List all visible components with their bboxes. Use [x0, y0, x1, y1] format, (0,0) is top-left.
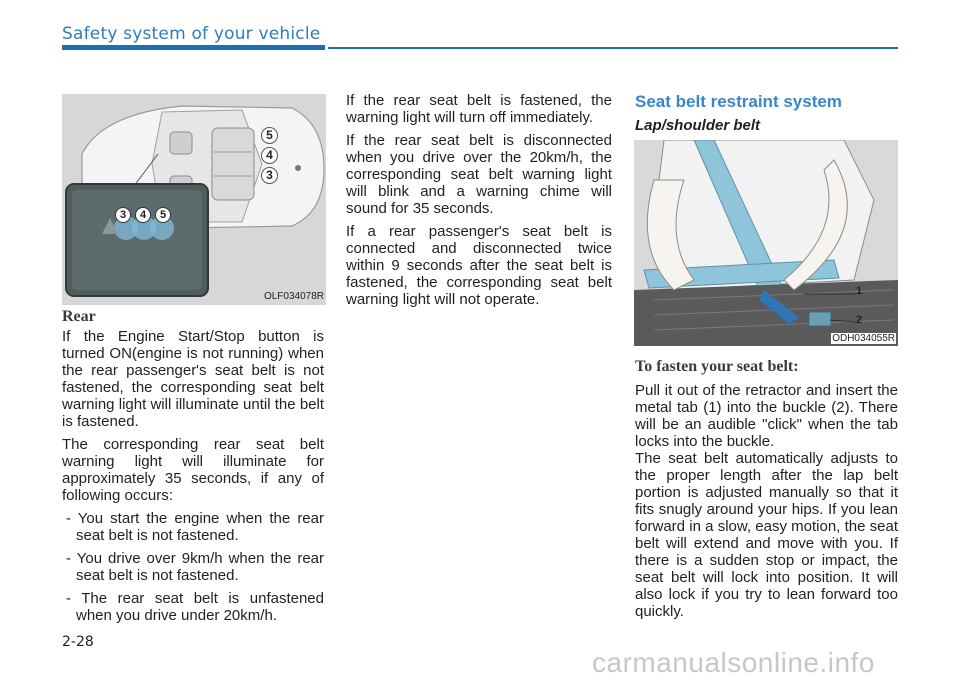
list-item: - You drive over 9km/h when the rear seat belt is not fastened. — [66, 550, 324, 584]
middle-para-3: If a rear passenger's seat belt is connected and disconnected twice within 9 seconds after the seat belt is fastened, the corresponding seat belt warning light will not operate. — [346, 223, 612, 308]
rear-heading: Rear — [62, 308, 96, 325]
rear-seat-warning-figure — [62, 94, 326, 305]
fasten-para-2: The seat belt automatically adjusts to the proper length after the lap belt portion is adjusted manually so that it fits snugly around your hips. If you lean forward in a slow, easy motion, the seat belt will extend and move with you. If there is a sudden stop or impact, the seat belt will lock into position. It will also lock if you try to lean forward too quickly. — [635, 450, 898, 620]
right-column — [635, 358, 898, 620]
list-item: - You start the engine when the rear seat belt is not fastened. — [66, 510, 324, 544]
list-item: - The rear seat belt is unfastened when you drive under 20km/h. — [66, 590, 324, 624]
car-top-view-illustration — [62, 94, 326, 305]
figure-code-left: OLF034078R — [263, 291, 324, 302]
watermark: carmanualsonline.info — [592, 647, 875, 678]
callout-1: 1 — [856, 285, 863, 297]
section-title: Safety system of your vehicle — [62, 24, 321, 44]
fasten-heading: To fasten your seat belt: — [635, 358, 799, 375]
seat-belt-restraint-heading: Seat belt restraint system — [635, 92, 842, 111]
rear-para-1: If the Engine Start/Stop button is turned ON(engine is not running) when the rear passenger's seat belt is not fastened, the corresponding seat belt warning light will illuminate until the belt is fastened. — [62, 328, 324, 430]
callout-2: 2 — [856, 314, 863, 326]
indicator-number-5: 5 — [155, 207, 171, 223]
seat-number-4: 4 — [261, 147, 278, 164]
seat-number-3: 3 — [261, 167, 278, 184]
indicator-number-4: 4 — [135, 207, 151, 223]
seat-number-5: 5 — [261, 127, 278, 144]
figure-code-right: ODH034055R — [832, 333, 895, 344]
header-rule-thin — [328, 47, 898, 49]
lap-shoulder-belt-subheading: Lap/shoulder belt — [635, 117, 761, 134]
page-number: 2-28 — [62, 634, 94, 650]
middle-column — [346, 92, 612, 308]
fasten-para-1: Pull it out of the retractor and insert the metal tab (1) into the buckle (2). There will be an audible "click" when the tab locks into the buckle. — [635, 382, 898, 450]
rear-para-2: The corresponding rear seat belt warning light will illuminate for approximately 35 seconds, if any of following occurs: — [62, 436, 324, 504]
seat-belt-figure — [634, 140, 898, 346]
middle-para-2: If the rear seat belt is disconnected when you drive over the 20km/h, the corresponding seat belt warning light will blink and a warning chime will sound for 35 seconds. — [346, 132, 612, 217]
header-rule-thick — [62, 45, 325, 50]
indicator-number-3: 3 — [115, 207, 131, 223]
left-column — [62, 308, 324, 624]
middle-para-1: If the rear seat belt is fastened, the warning light will turn off immediately. — [346, 92, 612, 126]
